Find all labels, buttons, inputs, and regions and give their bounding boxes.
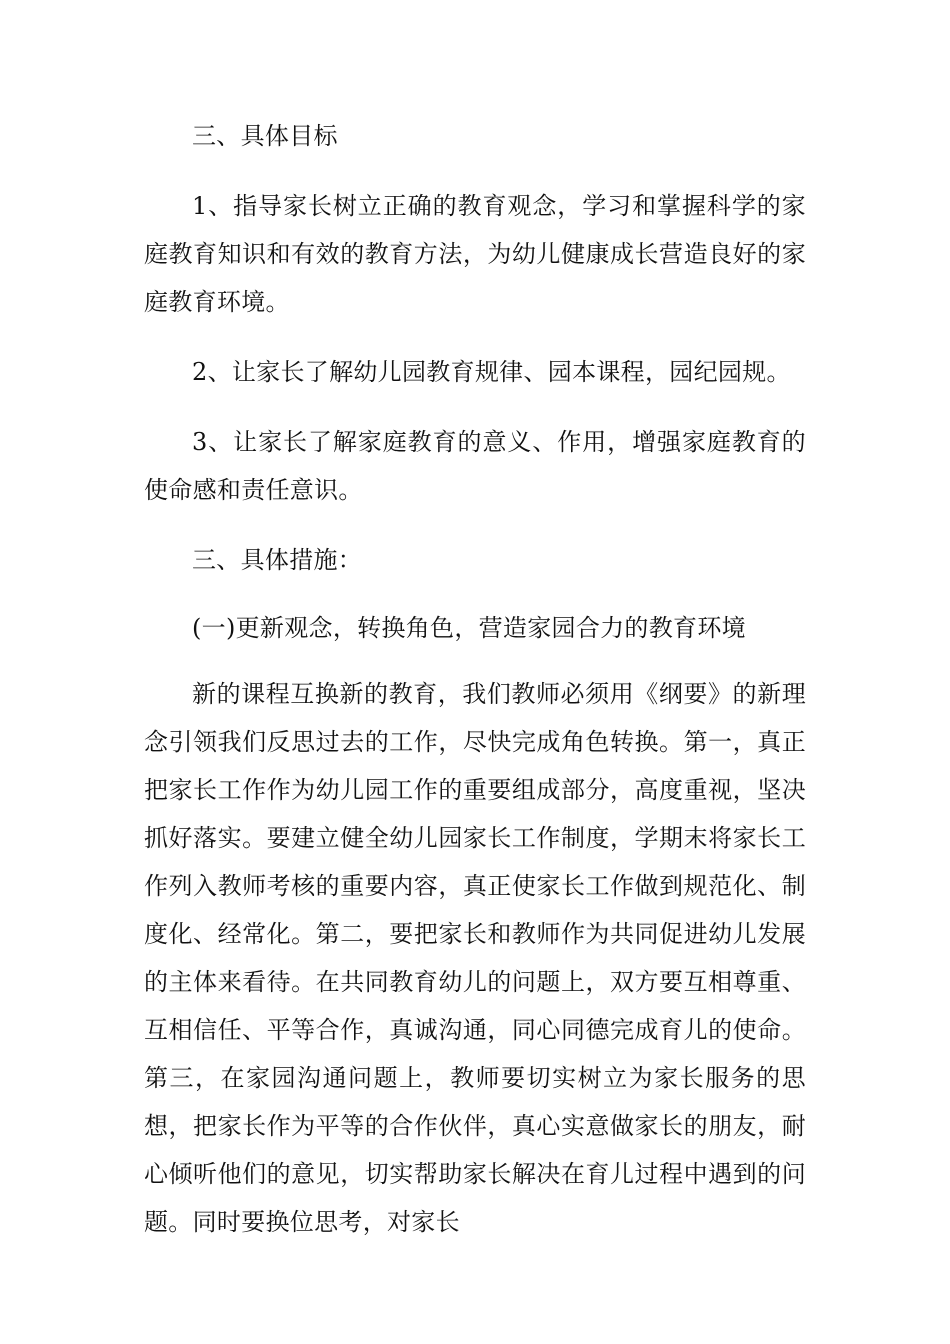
subsection-heading-1: (一)更新观念，转换角色，营造家园合力的教育环境	[192, 614, 746, 642]
section-heading-measures: 三、具体措施：	[192, 546, 363, 574]
body-paragraph: 新的课程互换新的教育，我们教师必须用《纲要》的新理念引领我们反思过去的工作，尽快完成角色转换。第一，真正把家长工作作为幼儿园工作的重要组成部分，高度重视，坚决抓好落实。要建立健全幼儿园家长工作制度，学期末将家长工作列入教师考核的重要内容，真正使家长工作做到规范化、制度化、经常化。第二，要把家长和教师作为共同促进幼儿发展的主体来看待。在共同教育幼儿的问题上，双方要互相尊重、互相信任、平等合作，真诚沟通，同心同德完成育儿的使命。第三，在家园沟通问题上，教师要切实树立为家长服务的思想，把家长作为平等的合作伙伴，真心实意做家长的朋友，耐心倾听他们的意见，切实帮助家长解决在育儿过程中遇到的问题。同时要换位思考，对家长	[144, 680, 806, 1236]
section-heading-goals: 三、具体目标	[192, 122, 338, 150]
goal-item-2: 2、让家长了解幼儿园教育规律、园本课程，园纪园规。	[192, 358, 791, 386]
document-content	[144, 112, 806, 1246]
goal-item-3: 3、让家长了解家庭教育的意义、作用，增强家庭教育的使命感和责任意识。	[144, 428, 806, 504]
goal-item-1: 1、指导家长树立正确的教育观念，学习和掌握科学的家庭教育知识和有效的教育方法，为幼儿健康成长营造良好的家庭教育环境。	[144, 192, 806, 316]
